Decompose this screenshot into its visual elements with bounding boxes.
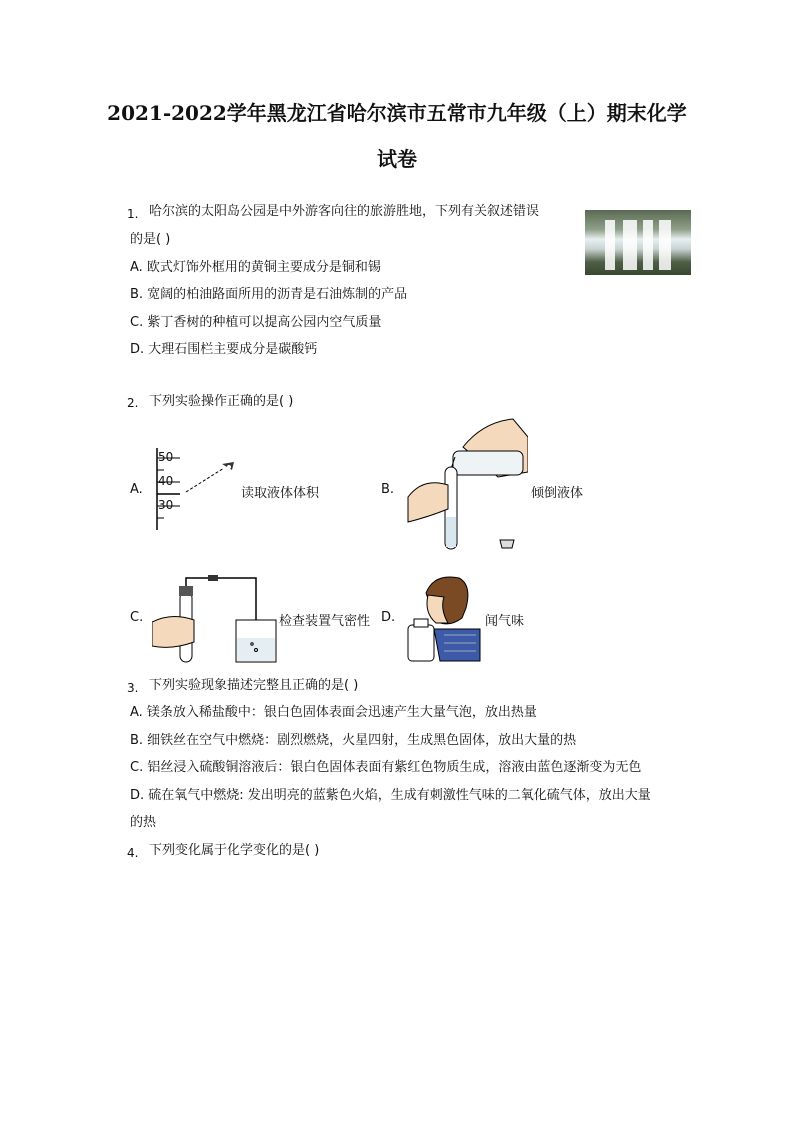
question-1-option-a: A. 欧式灯饰外框用的黄铜主要成分是铜和锡 [130,260,381,275]
question-1-option-b: B. 宽阔的柏油路面所用的沥青是石油炼制的产品 [130,287,408,302]
caption-check-airtightness: 检查装置气密性 [279,614,371,629]
question-3-stem: 下列实验现象描述完整且正确的是( ) [149,678,359,693]
question-4-stem: 下列变化属于化学变化的是( ) [149,843,320,858]
caption-pour-liquid: 倾倒液体 [531,486,584,501]
question-1-stem-line2: 的是( ) [130,232,171,247]
question-2-number: 2. [127,396,139,410]
cylinder-tick-50: 50 [158,450,174,464]
smelling-gas-figure [404,573,482,663]
question-3-option-c: C. 铝丝浸入硫酸铜溶液后：银白色固体表面有紫红色物质生成，溶液由蓝色逐渐变为无色 [130,760,642,775]
question-3-number: 3. [127,681,139,695]
question-3-option-a: A. 镁条放入稀盐酸中：银白色固体表面会迅速产生大量气泡，放出热量 [130,705,537,720]
question-3-option-b: B. 细铁丝在空气中燃烧：剧烈燃烧，火星四射，生成黑色固体，放出大量的热 [130,733,577,748]
question-1-option-d: D. 大理石围栏主要成分是碳酸钙 [130,342,318,357]
question-4-number: 4. [127,846,139,860]
question-3-option-d-continuation: 的热 [130,815,157,830]
question-1-number: 1. [127,207,139,221]
question-3-option-d: D. 硫在氧气中燃烧: 发出明亮的蓝紫色火焰，生成有刺激性气味的二氧化硫气体，放出大量 [130,788,651,803]
option-a-label: A. [130,482,143,497]
option-b-label: B. [381,482,395,497]
question-2-stem: 下列实验操作正确的是( ) [149,394,294,409]
cylinder-tick-30: 30 [158,498,174,512]
caption-read-liquid-volume: 读取液体体积 [241,486,320,501]
page-title-line2: 试卷 [377,147,417,171]
pouring-liquid-figure [403,417,528,557]
question-1-stem-line1: 哈尔滨的太阳岛公园是中外游客向往的旅游胜地，下列有关叙述错误 [149,204,540,219]
question-1-option-c: C. 紫丁香树的种植可以提高公园内空气质量 [130,315,382,330]
option-c-label: C. [130,610,144,625]
waterfall-photo [585,210,691,275]
caption-smell-gas: 闻气味 [485,614,525,629]
page-title-line1: 2021-2022学年黑龙江省哈尔滨市五常市九年级（上）期末化学 [107,101,687,125]
cylinder-tick-40: 40 [158,474,174,488]
airtightness-check-figure [152,572,277,664]
option-d-label: D. [381,610,396,625]
